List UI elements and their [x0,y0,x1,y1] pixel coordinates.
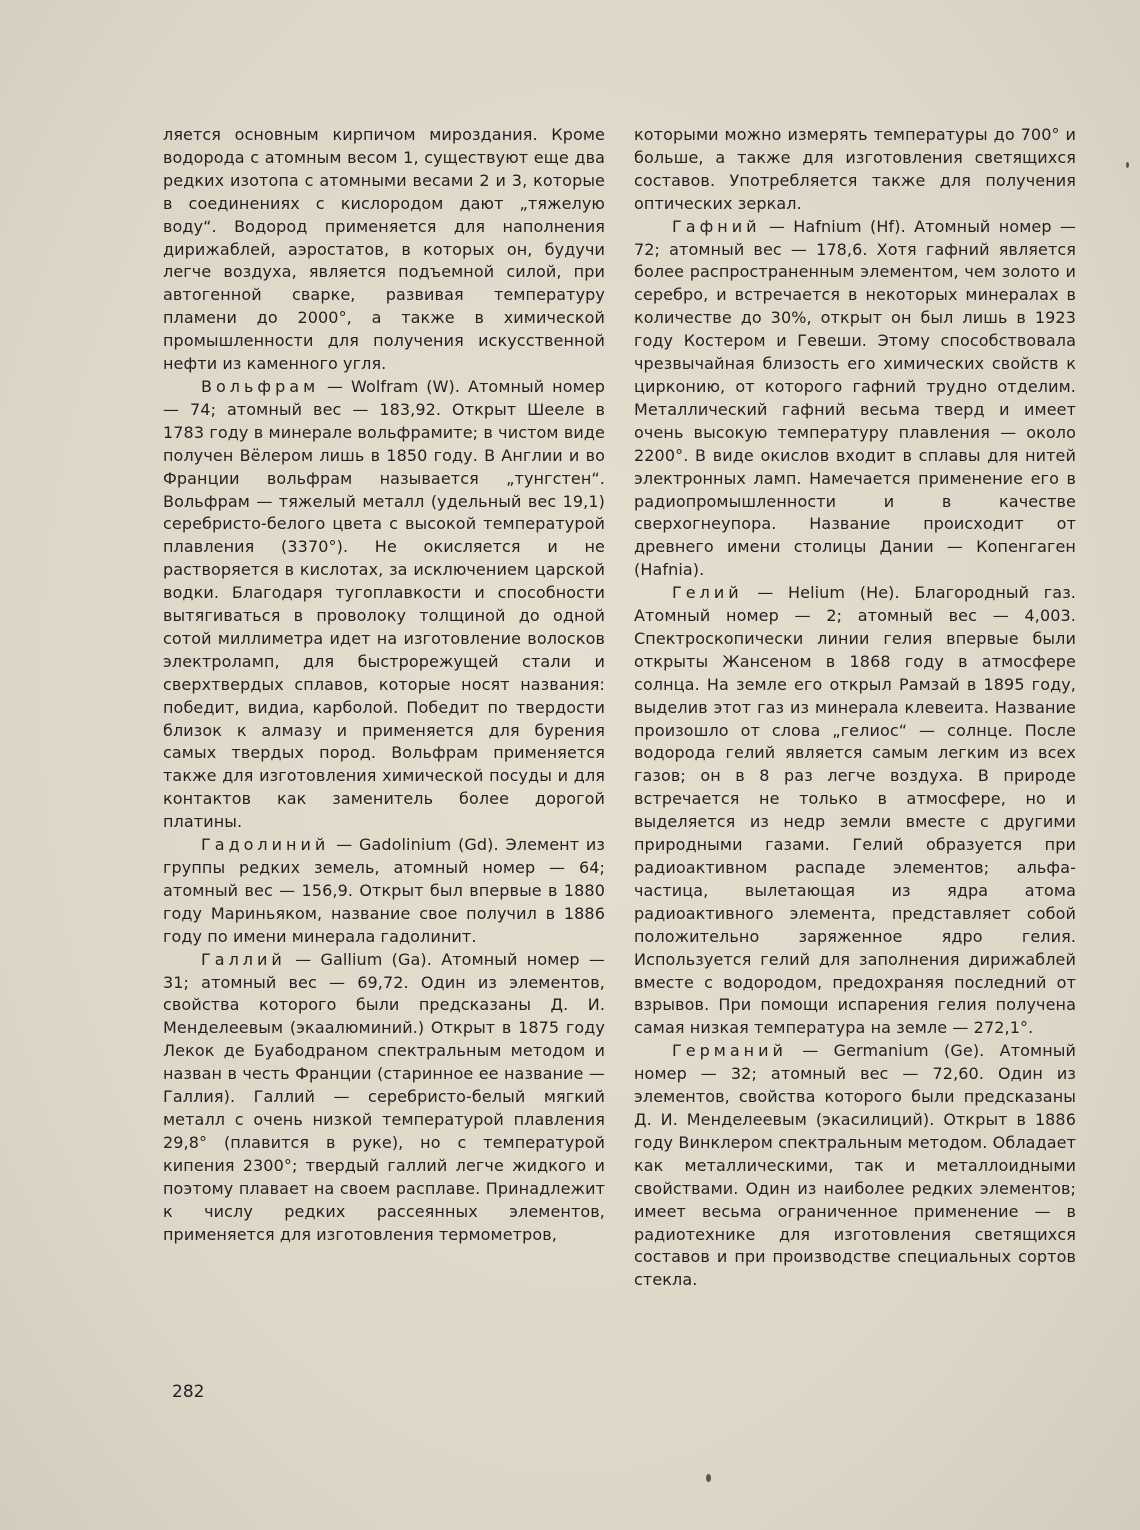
paragraph-germanium [634,1040,1076,1292]
text-gadolinium: — Gadolinium (Gd). Элемент из группы редких земель, атомный номер — 64; атомный вес — 156,9. Открыт был впервые в 1880 году Мариньяком, название свое получил в 1886 году по имени минерала гадолинит. [163,835,605,946]
left-column [163,124,605,1246]
term-gallium: Галлий [201,949,286,969]
right-column [634,124,1076,1292]
term-hafnium: Гафний [672,216,761,236]
term-tungsten: Вольфрам [201,376,320,396]
paragraph-gallium [163,949,605,1247]
dust-speck [1126,162,1129,168]
term-helium: Гелий [672,583,743,603]
paragraph-helium [634,582,1076,1040]
paragraph-gadolinium [163,834,605,949]
paragraph-tungsten [163,376,605,834]
text-gallium: — Gallium (Ga). Атомный номер — 31; атомный вес — 69,72. Один из элементов, свойства которого были предсказаны Д. И. Менделеевым (экаалюминий.) Открыт в 1875 году Лекок де Буабодраном спектральным методом и назван в честь Франции (старинное ее название — Галлия). Галлий — серебристо-белый мягкий металл с очень низкой температурой плавления 29,8° (плавится в руке), но с температурой кипения 2300°; твердый галлий легче жидкого и поэтому плавает на своем расплаве. Принадлежит к числу редких рассеянных элементов, применяется для изготовления термометров, [163,949,605,1244]
text-tungsten: — Wolfram (W). Атомный номер — 74; атомный вес — 183,92. Открыт Шееле в 1783 году в минерале вольфрамите; в чистом виде получен Вёлером лишь в 1850 году. В Англии и во Франции вольфрам называется „тунгстен“. Вольфрам — тяжелый металл (удельный вес 19,1) серебристо-белого цвета с высокой температурой плавления (3370°). Не окисляется и не растворяется в кислотах, за исключением царской водки. Благодаря тугоплавкости и способности вытягиваться в проволоку толщиной до одной сотой миллиметра идет на изготовление волосков электроламп, для быстрорежущей стали и сверхтвердых сплавов, которые носят названия: победит, видиа, карболой. Победит по твердости близок к алмазу и применяется для бурения самых твердых пород. Вольфрам применяется также для изготовления химической посуды и для контактов как заменитель более дорогой платины. [163,376,605,832]
term-germanium: Германий [672,1041,787,1061]
dust-speck [706,1474,711,1482]
text-helium: — Helium (He). Благородный газ. Атомный номер — 2; атомный вес — 4,003. Спектроскопически линии гелия впервые были открыты Жансеном в 1868 году в атмосфере солнца. На земле его открыл Рамзай в 1895 году, выделив этот газ из минерала клевеита. Название произошло от слова „гелиос“ — солнце. После водорода гелий является самым легким из всех газов; он в 8 раз легче воздуха. В природе встречается не только в атмосфере, но и выделяется из недр земли вместе с другими природными газами. Гелий образуется при радиоактивном распаде элементов; альфа-частица, вылетающая из ядра атома радиоактивного элемента, представляет собой положительно заряженное ядро гелия. Используется гелий для заполнения дирижаблей вместе с водородом, предохраняя последний от взрывов. При помощи испарения гелия получена самая низкая температура на земле — 272,1°. [634,583,1076,1038]
paragraph-hydrogen-end: ляется основным кирпичом мироздания. Кроме водорода с атомным весом 1, существуют еще два редких изотопа с атомными весами 2 и 3, которые в соединениях с кислородом дают „тяжелую воду“. Водород применяется для наполнения дирижаблей, аэростатов, в которых он, будучи легче воздуха, является подъемной силой, при автогенной сварке, развивая температуру пламени до 2000°, а также в химической промышленности для получения искусственной нефти из каменного угля. [163,125,605,374]
paragraph-hafnium [634,216,1076,583]
text-hafnium: — Hafnium (Hf). Атомный номер — 72; атомный вес — 178,6. Хотя гафний является более распространенным элементом, чем золото и серебро, и встречается в некоторых минералах в количестве до 30%, открыт он был лишь в 1923 году Костером и Гевеши. Этому способствовала чрезвычайная близость его химических свойств к цирконию, от которого гафний трудно отделим. Металлический гафний весьма тверд и имеет очень высокую температуру плавления — около 2200°. В виде окислов входит в сплавы для нитей электронных ламп. Намечается применение его в радиопромышленности и в качестве сверхогнеупора. Название происходит от древнего имени столицы Дании — Копенгаген (Hafnia). [634,216,1076,580]
page-number: 282 [172,1382,205,1402]
term-gadolinium: Гадолиний [201,835,330,855]
text-germanium: — Germanium (Ge). Атомный номер — 32; атомный вес — 72,60. Один из элементов, свойства которого были предсказаны Д. И. Менделеевым (экасилиций). Открыт в 1886 году Винклером спектральным методом. Обладает как металлическими, так и металлоидными свойствами. Один из наиболее редких элементов; имеет весьма ограниченное применение — в радиотехнике для изготовления светящихся составов и при производстве специальных сортов стекла. [634,1041,1076,1290]
paragraph-gallium-end: которыми можно измерять температуры до 700° и больше, а также для изготовления светящихся составов. Употребляется также для получения оптических зеркал. [634,125,1076,213]
